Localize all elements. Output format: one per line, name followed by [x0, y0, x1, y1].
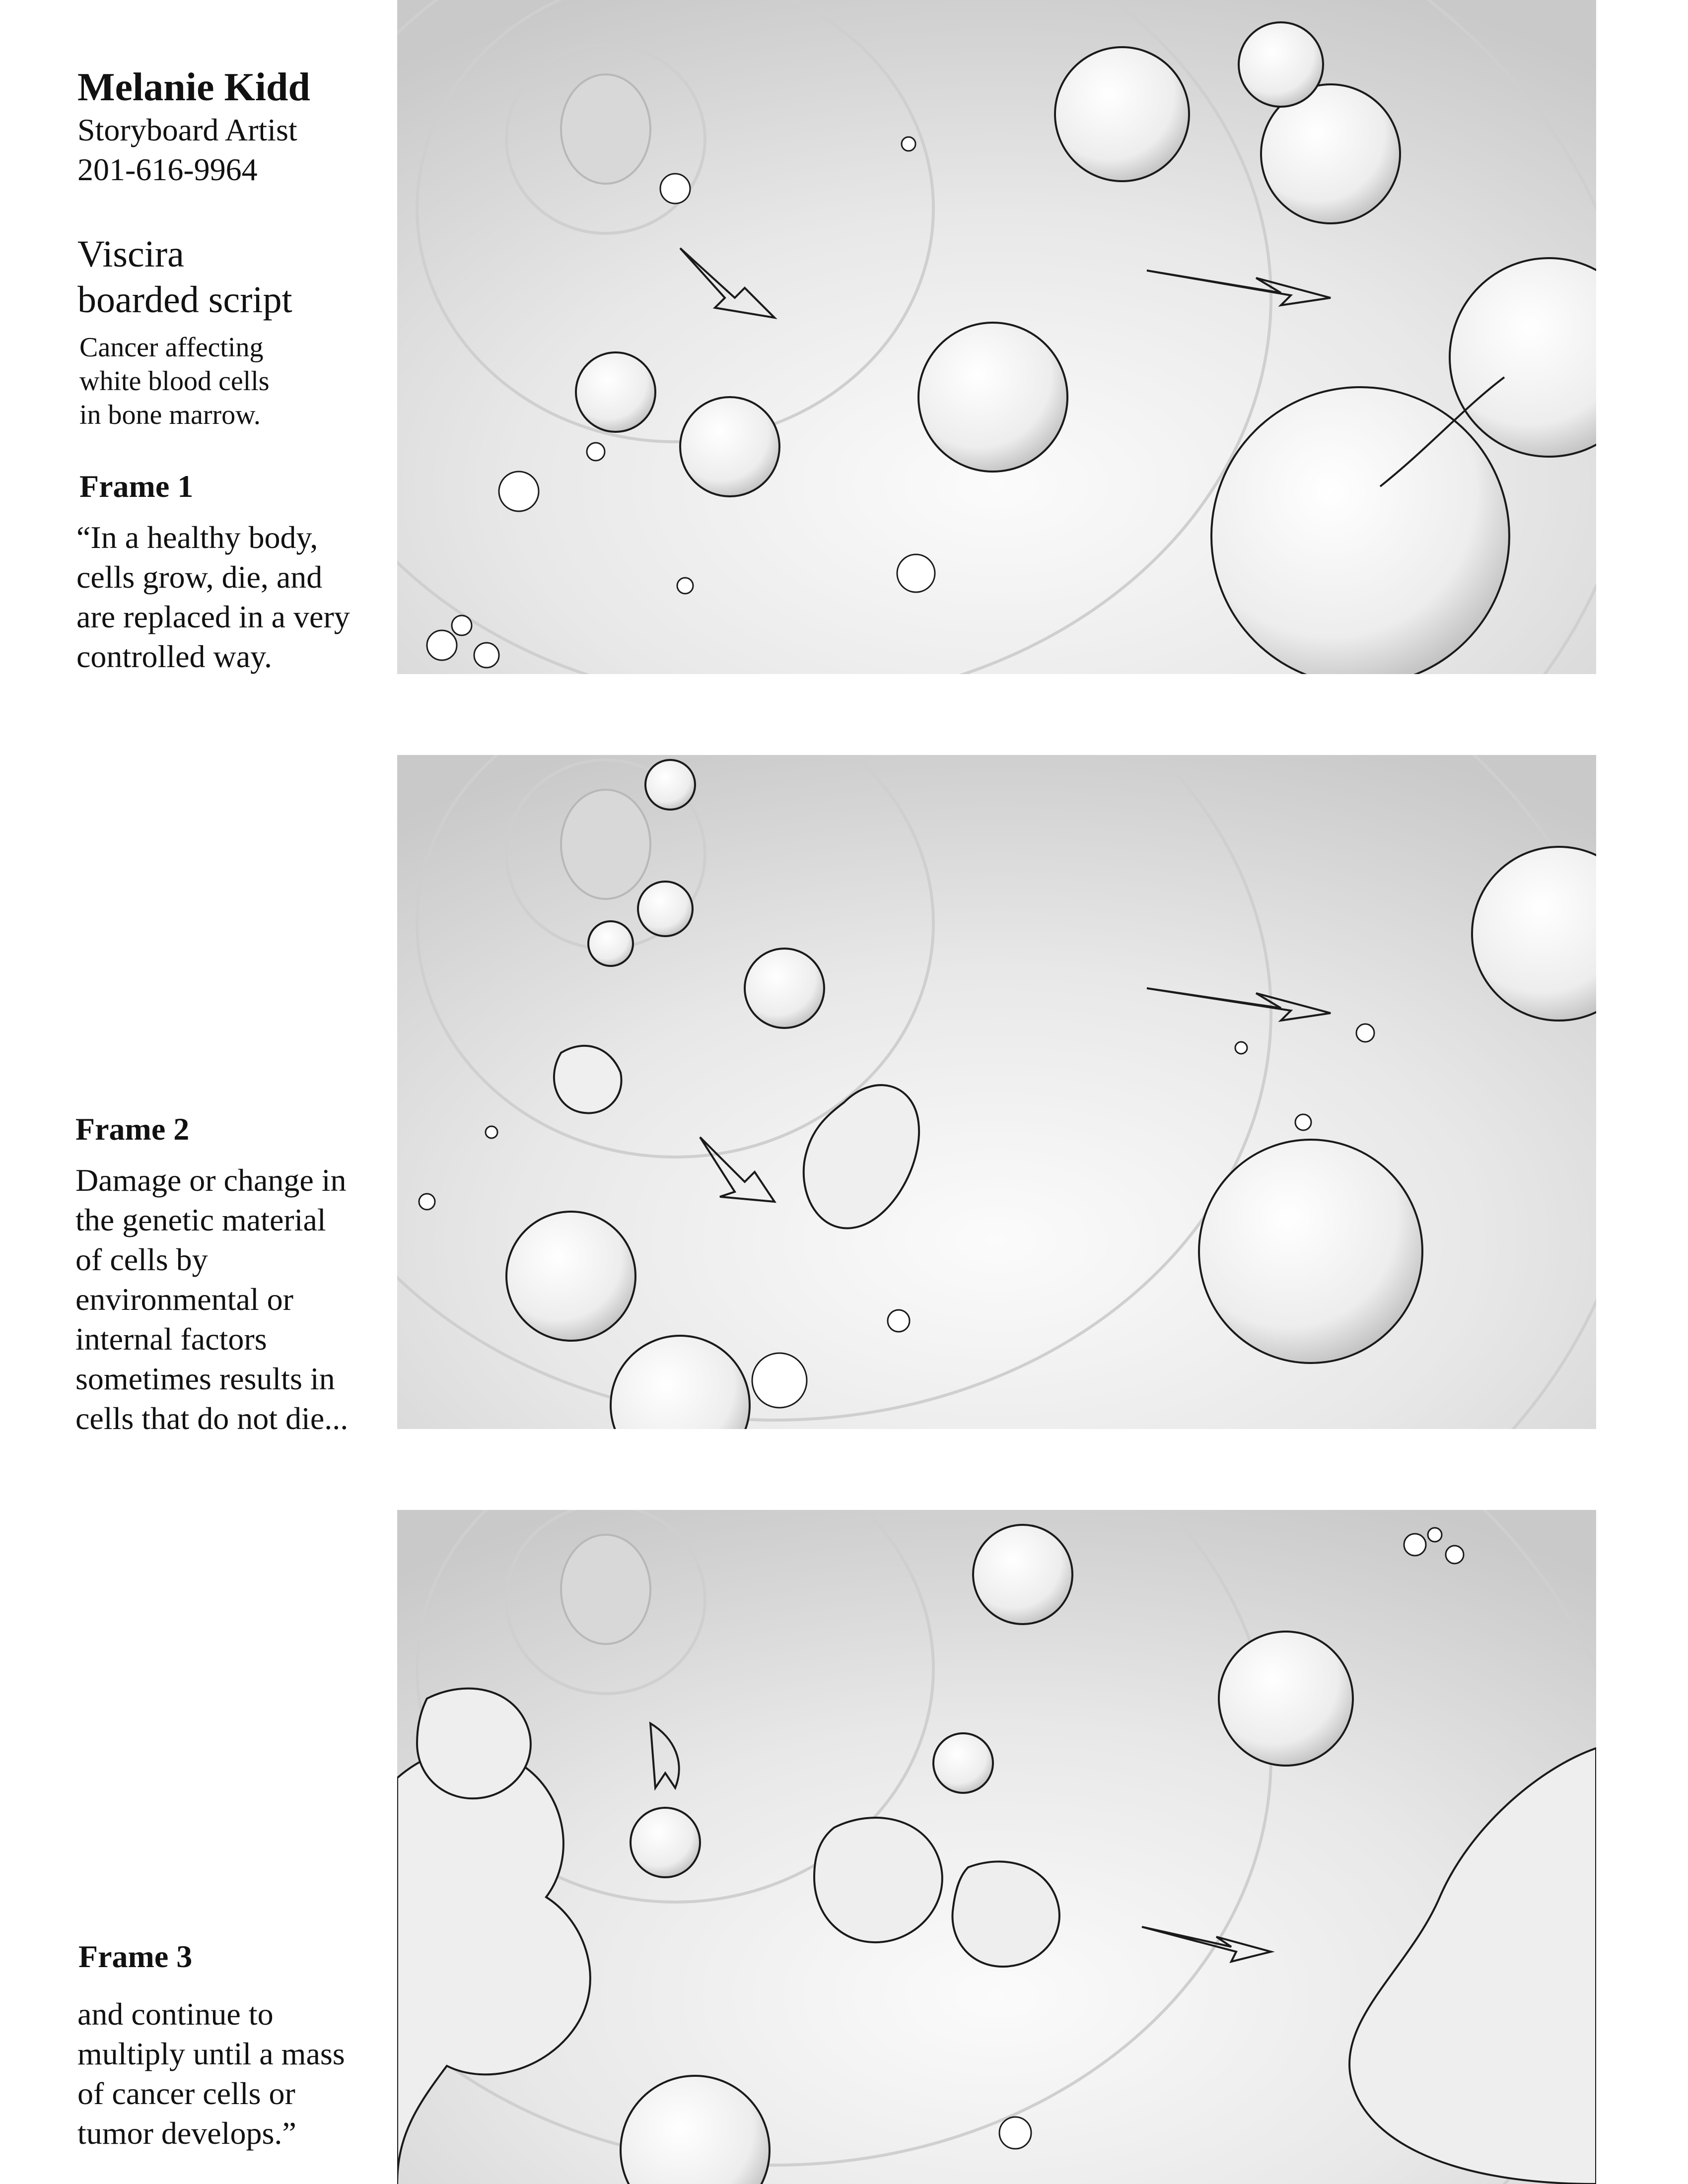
- frame-3-label: Frame 3: [78, 1939, 193, 1974]
- frame-2-caption-line: sometimes results in: [75, 1361, 335, 1396]
- frame-2-label: Frame 2: [75, 1111, 190, 1147]
- storyboard-panel-2: [397, 755, 1596, 1429]
- storyboard-panel-1: [397, 0, 1596, 674]
- frame-2-caption-line: the genetic material: [75, 1202, 326, 1237]
- frame-3-caption-line: and continue to: [77, 1996, 274, 2032]
- artist-name: Melanie Kidd: [77, 66, 310, 109]
- frame-1-caption-line: “In a healthy body,: [76, 520, 318, 555]
- frame-1-label: Frame 1: [79, 469, 194, 504]
- tunnel-opening: [561, 790, 650, 899]
- frame-2-caption-line: internal factors: [75, 1321, 267, 1357]
- artist-role: Storyboard Artist: [77, 112, 297, 147]
- project-title-line-2: boarded script: [77, 279, 292, 321]
- frame-3-caption-line: of cancer cells or: [77, 2076, 295, 2111]
- frame-2-caption-line: environmental or: [75, 1282, 293, 1317]
- panel-3-illustration: [397, 1510, 1596, 2184]
- script-note-line-2: white blood cells: [79, 366, 270, 397]
- script-note: [79, 331, 270, 432]
- tunnel-opening: [561, 1535, 650, 1644]
- frame-2-caption-line: Damage or change in: [75, 1162, 347, 1198]
- frame-3-caption-line: tumor develops.”: [77, 2116, 296, 2151]
- frame-3-caption-line: multiply until a mass: [77, 2036, 345, 2071]
- frame-1-caption-line: cells grow, die, and: [76, 559, 323, 595]
- project-title: [77, 231, 292, 323]
- storyboard-panel-3: [397, 1510, 1596, 2184]
- script-note-line-3: in bone marrow.: [79, 400, 261, 430]
- artist-phone: 201-616-9964: [77, 152, 258, 187]
- frame-2-caption-line: of cells by: [75, 1242, 208, 1277]
- frame-1-caption: [76, 518, 350, 677]
- frame-3-caption: [77, 1994, 345, 2153]
- tunnel-opening: [561, 74, 650, 184]
- frame-2-caption: [75, 1160, 348, 1438]
- panel-2-illustration: [397, 755, 1596, 1429]
- frame-2-caption-line: cells that do not die...: [75, 1401, 349, 1436]
- frame-1-caption-line: are replaced in a very: [76, 599, 350, 634]
- project-title-line-1: Viscira: [77, 233, 184, 275]
- frame-1-caption-line: controlled way.: [76, 639, 272, 674]
- panel-1-illustration: [397, 0, 1596, 674]
- script-note-line-1: Cancer affecting: [79, 332, 264, 363]
